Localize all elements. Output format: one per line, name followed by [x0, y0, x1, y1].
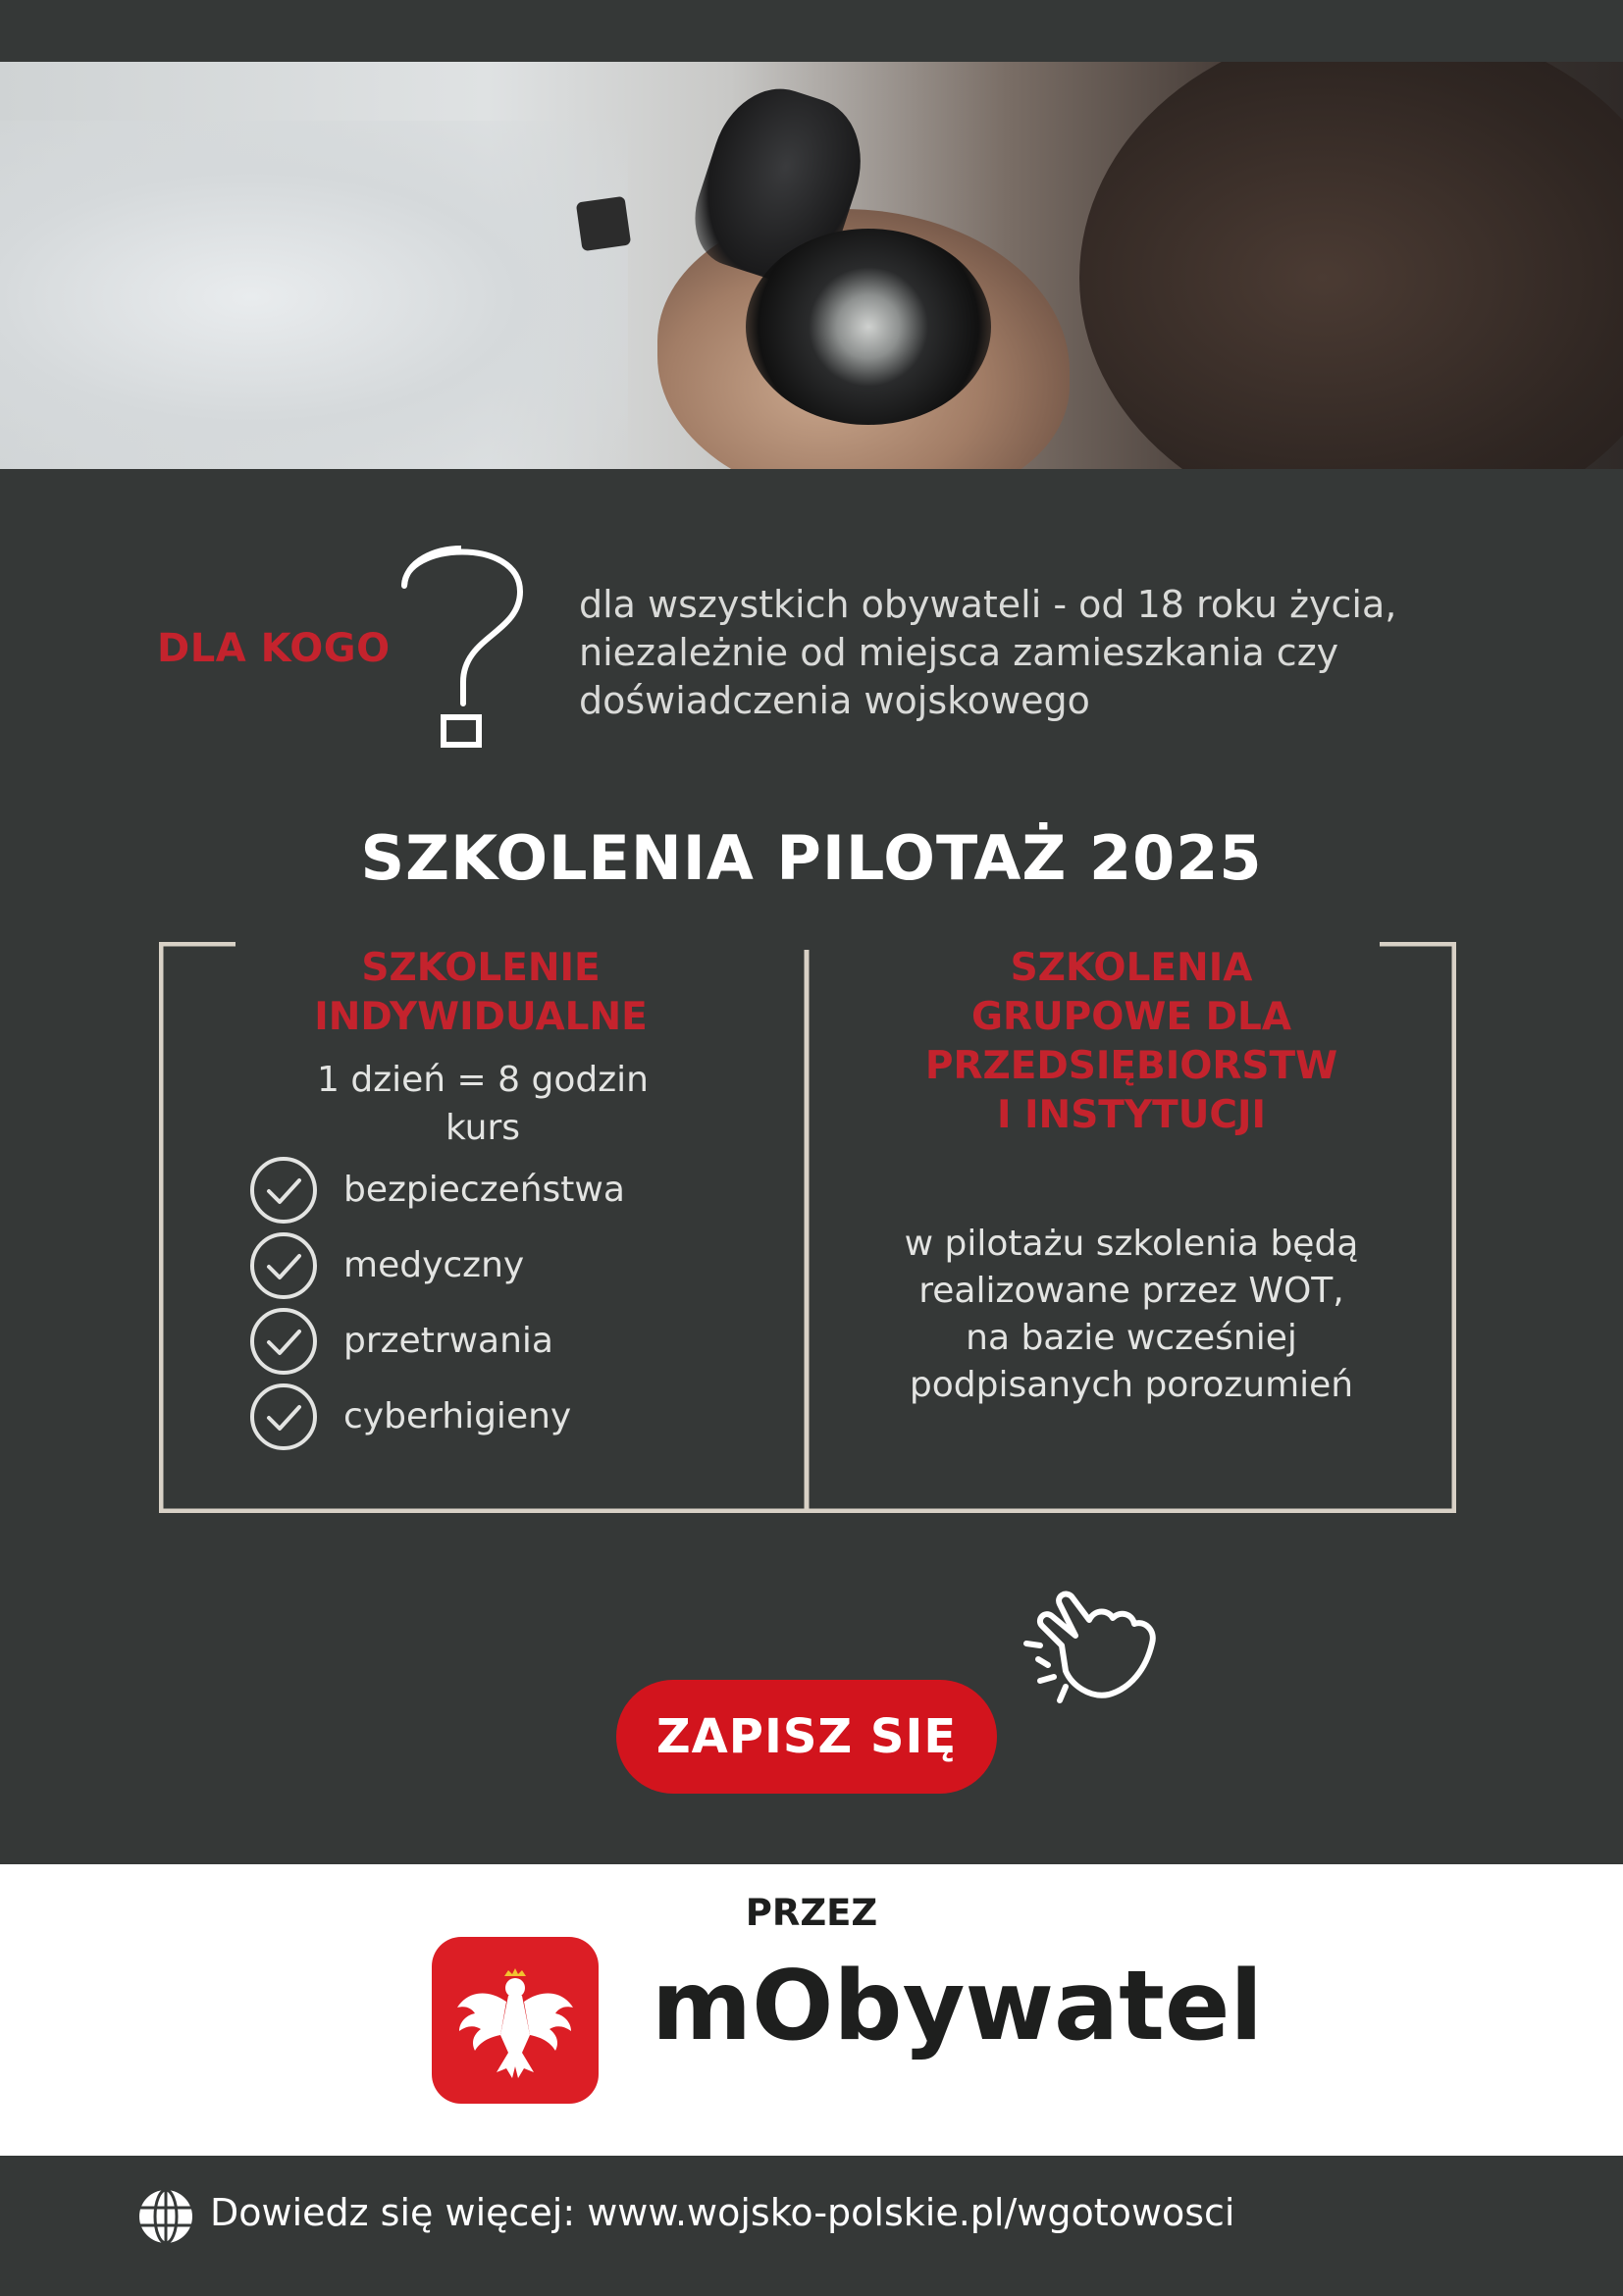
hero-photo [0, 62, 1623, 469]
group-heading [807, 944, 1456, 1140]
more-info-link[interactable]: Dowiedz się więcej: www.wojsko-polskie.pl/wgotowosci [210, 2191, 1235, 2234]
who-label: DLA KOGO [157, 626, 391, 671]
pointing-hand-icon [1011, 1555, 1168, 1712]
list-item [249, 1152, 625, 1227]
list-item [249, 1227, 625, 1303]
kurs-text: kurs [445, 1108, 521, 1148]
globe-icon [137, 2188, 194, 2245]
who-text-line: doświadczenia wojskowego [579, 679, 1090, 722]
heading-line: I INSTYTUCJI [996, 1093, 1267, 1137]
heading-line: INDYWIDUALNE [314, 995, 648, 1039]
course-label: cyberhigieny [343, 1396, 572, 1436]
individual-heading [157, 944, 805, 1042]
group-description [807, 1221, 1456, 1409]
check-circle-icon [249, 1383, 318, 1451]
who-text-line: niezależnie od miejsca zamieszkania czy [579, 631, 1339, 674]
check-circle-icon [249, 1231, 318, 1300]
desc-line: realizowane przez WOT, [918, 1271, 1344, 1311]
list-item [249, 1379, 625, 1454]
course-label: przetrwania [343, 1321, 553, 1361]
who-description [579, 581, 1560, 725]
compass-icon [746, 229, 991, 425]
sign-up-button[interactable]: ZAPISZ SIĘ [616, 1680, 997, 1794]
heading-line: SZKOLENIA [1010, 946, 1253, 990]
individual-duration [159, 1056, 807, 1152]
heading-line: GRUPOWE DLA [970, 995, 1292, 1039]
page-title: SZKOLENIA PILOTAŻ 2025 [360, 822, 1263, 894]
course-label: bezpieczeństwa [343, 1170, 625, 1210]
desc-line: podpisanych porozumień [909, 1365, 1354, 1405]
check-circle-icon [249, 1307, 318, 1376]
polish-eagle-icon [432, 1937, 599, 2104]
via-label: PRZEZ [745, 1892, 878, 1934]
question-mark-icon [393, 535, 530, 751]
list-item [249, 1303, 625, 1379]
app-section [0, 1864, 1623, 2156]
app-name: mObywatel [652, 1951, 1264, 2062]
duration-text: 1 dzień = 8 godzin [317, 1060, 649, 1100]
course-label: medyczny [343, 1245, 525, 1285]
desc-line: na bazie wcześniej [966, 1318, 1297, 1358]
desc-line: w pilotażu szkolenia będą [904, 1224, 1359, 1264]
heading-line: SZKOLENIE [361, 946, 601, 990]
footer [0, 2156, 1623, 2296]
check-circle-icon [249, 1156, 318, 1225]
course-list [249, 1152, 625, 1454]
heading-line: PRZEDSIĘBIORSTW [924, 1044, 1338, 1088]
who-text-line: dla wszystkich obywateli - od 18 roku życia, [579, 583, 1397, 626]
